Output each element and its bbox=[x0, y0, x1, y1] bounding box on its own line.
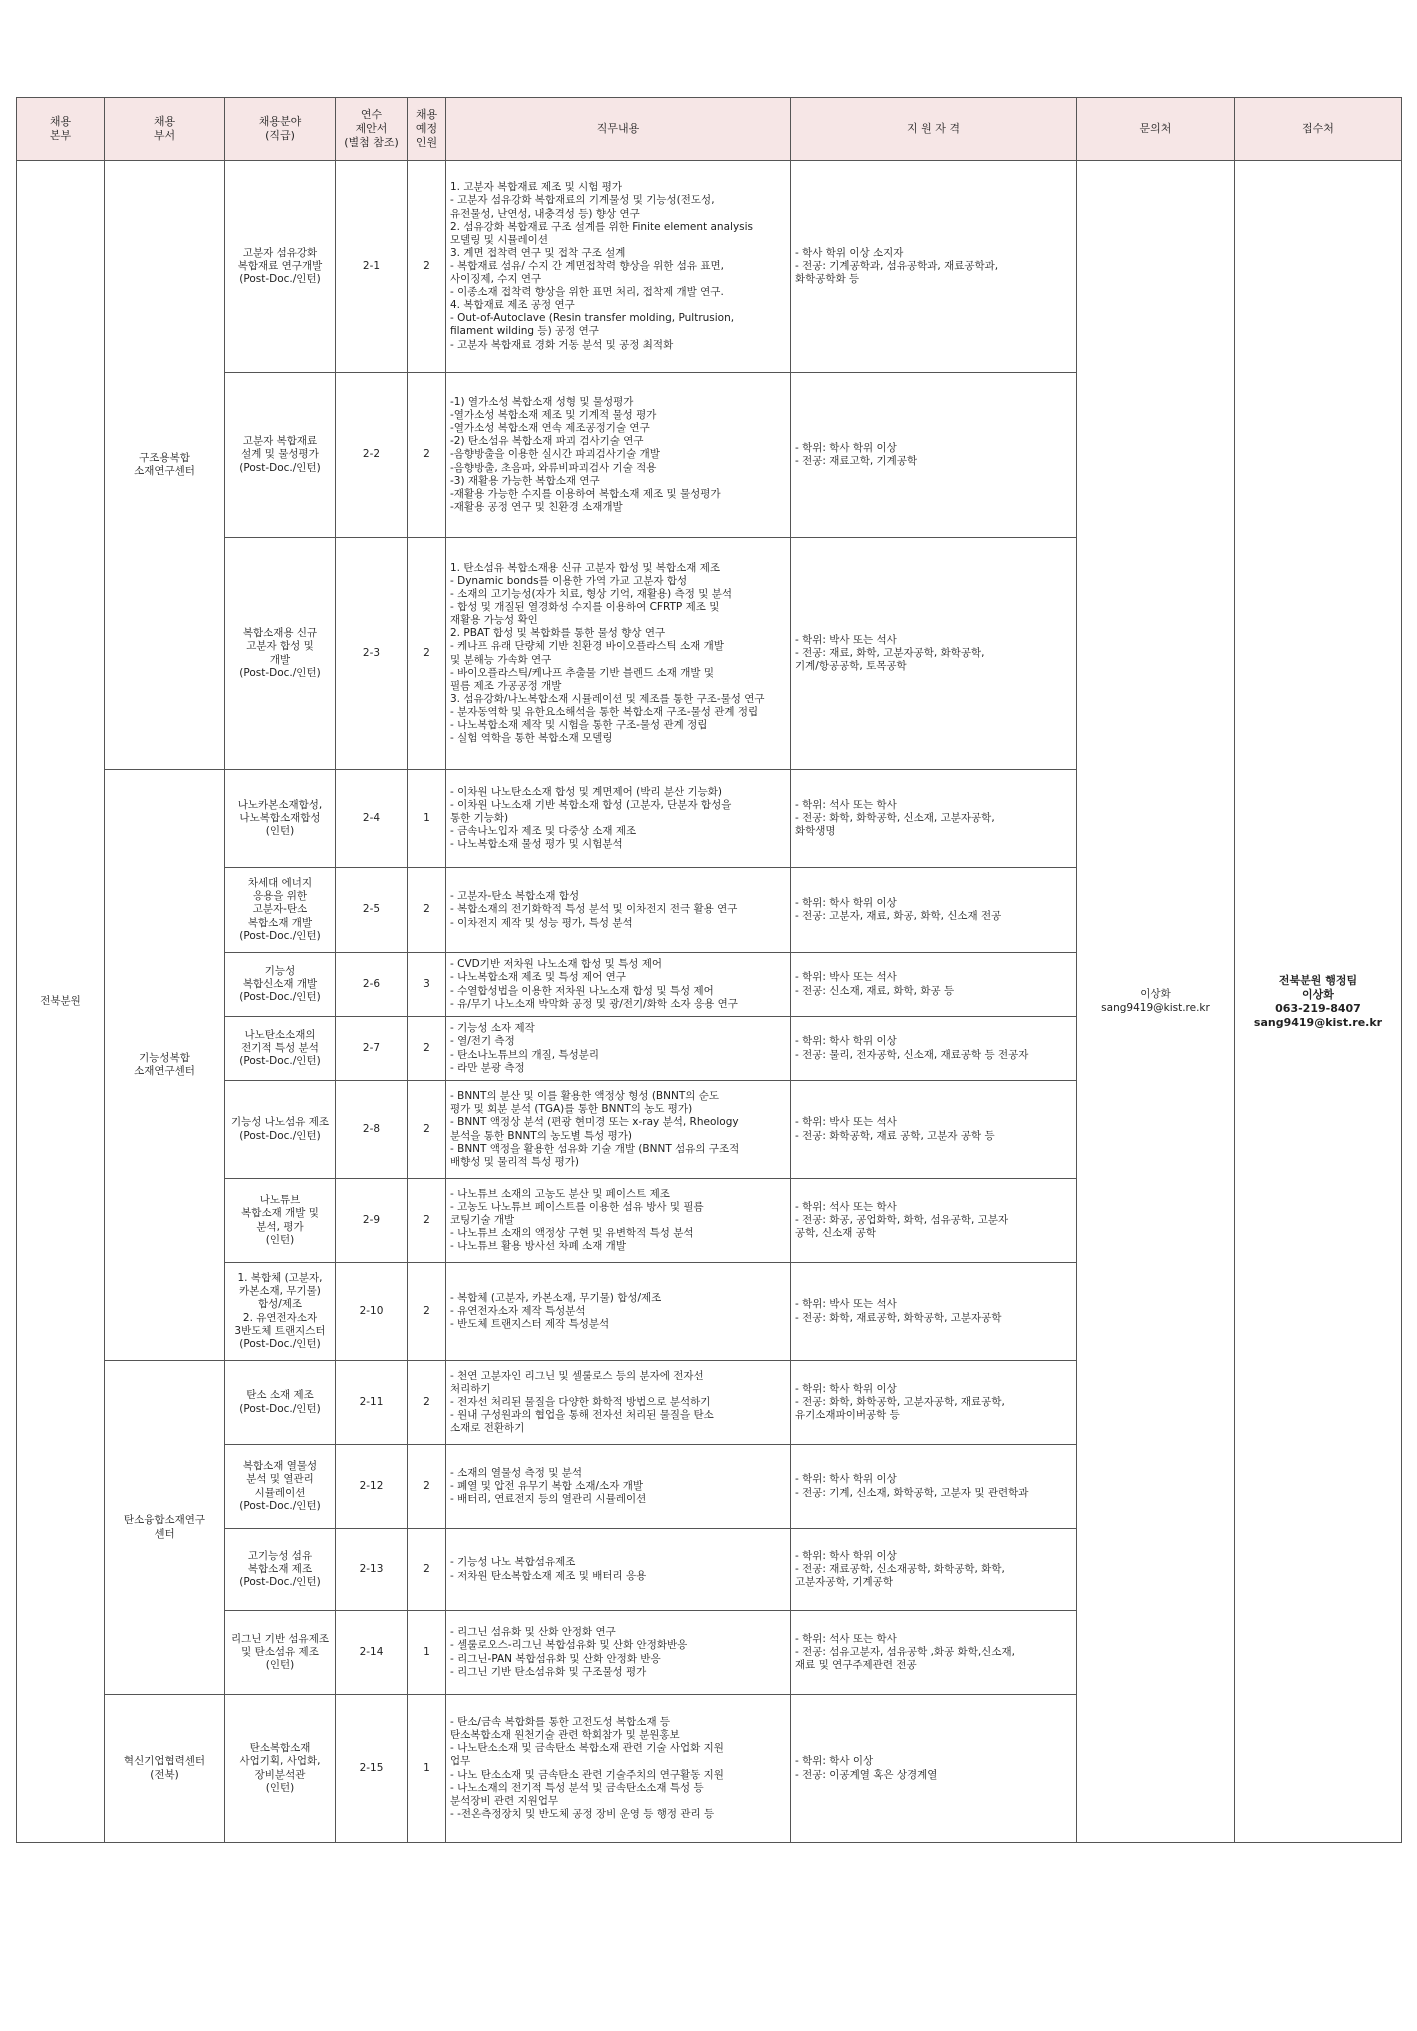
code-cell: 2-3 bbox=[336, 538, 408, 770]
field-cell: 기능성 복합신소재 개발 (Post-Doc./인턴) bbox=[225, 953, 336, 1017]
count-cell: 1 bbox=[408, 1695, 446, 1843]
count-cell: 2 bbox=[408, 1361, 446, 1445]
count-cell: 2 bbox=[408, 538, 446, 770]
qualification-cell: - 학위: 학사 학위 이상 - 전공: 기계, 신소재, 화학공학, 고분자 및 관련학과 bbox=[791, 1445, 1077, 1529]
qualification-cell: - 학위: 석사 또는 학사 - 전공: 화공, 공업화학, 화학, 섬유공학, 고분자 공학, 신소재 공학 bbox=[791, 1179, 1077, 1263]
duty-cell: - BNNT의 분산 및 이를 활용한 액정상 형성 (BNNT의 순도 평가 및 회분 분석 (TGA)를 통한 BNNT의 농도 평가) - BNNT 액정상 분석 (편광 현미경 또는 x-ray 분석, Rheology 분석을 통한 BNNT의 농도별 특성 평가) - BNNT 액정을 활용한 섬유화 기술 개발 (BNNT 섬유의 구조적 배향성 및 물리적 특성 평가) bbox=[446, 1081, 791, 1179]
code-cell: 2-13 bbox=[336, 1529, 408, 1611]
duty-cell: - 복합체 (고분자, 카본소재, 무기물) 합성/제조 - 유연전자소자 제작 특성분석 - 반도체 트랜지스터 제작 특성분석 bbox=[446, 1263, 791, 1361]
field-cell: 복합소재 열물성 분석 및 열관리 시뮬레이션 (Post-Doc./인턴) bbox=[225, 1445, 336, 1529]
count-cell: 2 bbox=[408, 161, 446, 373]
field-cell: 차세대 에너지 응용을 위한 고분자-탄소 복합소재 개발 (Post-Doc./인턴) bbox=[225, 868, 336, 953]
field-cell: 고기능성 섬유 복합소재 제조 (Post-Doc./인턴) bbox=[225, 1529, 336, 1611]
qualification-cell: - 학위: 학사 이상 - 전공: 이공계열 혹은 상경계열 bbox=[791, 1695, 1077, 1843]
code-cell: 2-14 bbox=[336, 1611, 408, 1695]
field-cell: 탄소복합소재 사업기획, 사업화, 장비분석관 (인턴) bbox=[225, 1695, 336, 1843]
duty-cell: - 나노튜브 소재의 고농도 분산 및 페이스트 제조 - 고농도 나노튜브 페이스트를 이용한 섬유 방사 및 필름 코팅기술 개발 - 나노튜브 소재의 액정상 구현 및 유변학적 특성 분석 - 나노튜브 활용 방사선 차폐 소재 개발 bbox=[446, 1179, 791, 1263]
code-cell: 2-2 bbox=[336, 373, 408, 538]
qualification-cell: - 학위: 박사 또는 석사 - 전공: 화학공학, 재료 공학, 고분자 공학 등 bbox=[791, 1081, 1077, 1179]
duty-cell: - 탄소/금속 복합화를 통한 고전도성 복합소재 등 탄소복합소재 원천기술 관련 학회참가 및 분원홍보 - 나노탄소소재 및 금속탄소 복합소재 관련 기술 사업화 지원 업무 - 나노 탄소소재 및 금속탄소 관련 기술주치의 연구활동 지원 - 나노소재의 전기적 특성 분석 및 금속탄소소재 특성 등 분석장비 관련 지원업무 - -전온측정장치 및 반도체 공정 장비 운영 등 행정 관리 등 bbox=[446, 1695, 791, 1843]
code-cell: 2-5 bbox=[336, 868, 408, 953]
field-cell: 탄소 소재 제조 (Post-Doc./인턴) bbox=[225, 1361, 336, 1445]
qualification-cell: - 학위: 석사 또는 학사 - 전공: 화학, 화학공학, 신소재, 고분자공학, 화학생명 bbox=[791, 770, 1077, 868]
count-cell: 2 bbox=[408, 1529, 446, 1611]
field-cell: 고분자 섬유강화 복합재료 연구개발 (Post-Doc./인턴) bbox=[225, 161, 336, 373]
qualification-cell: - 학위: 학사 학위 이상 - 전공: 고분자, 재료, 화공, 화학, 신소재 전공 bbox=[791, 868, 1077, 953]
duty-cell: - 천연 고분자인 리그닌 및 셀룰로스 등의 분자에 전자선 처리하기 - 전자선 처리된 물질을 다양한 화학적 방법으로 분석하기 - 원내 구성원과의 협업을 통해 전자선 처리된 물질을 탄소 소재로 전환하기 bbox=[446, 1361, 791, 1445]
header-contact: 문의처 bbox=[1077, 98, 1235, 161]
field-cell: 기능성 나노섬유 제조 (Post-Doc./인턴) bbox=[225, 1081, 336, 1179]
code-cell: 2-10 bbox=[336, 1263, 408, 1361]
field-cell: 나노카본소재합성, 나노복합소재합성 (인턴) bbox=[225, 770, 336, 868]
count-cell: 2 bbox=[408, 1081, 446, 1179]
qualification-cell: - 학위: 학사 학위 이상 - 전공: 화학, 화학공학, 고분자공학, 재료공학, 유기소재파이버공학 등 bbox=[791, 1361, 1077, 1445]
table-row bbox=[17, 161, 1402, 373]
count-cell: 2 bbox=[408, 1179, 446, 1263]
qualification-cell: - 학위: 박사 또는 석사 - 전공: 화학, 재료공학, 화학공학, 고분자공학 bbox=[791, 1263, 1077, 1361]
code-cell: 2-15 bbox=[336, 1695, 408, 1843]
qualification-cell: - 학위: 박사 또는 석사 - 전공: 재료, 화학, 고분자공학, 화학공학, 기계/항공공학, 토목공학 bbox=[791, 538, 1077, 770]
header-proposal: 연수 제안서 (별첨 참조) bbox=[336, 98, 408, 161]
header-count: 채용 예정 인원 bbox=[408, 98, 446, 161]
reception-cell: 전북분원 행정팀 이상화 063-219-8407 sang9419@kist.re.kr bbox=[1235, 161, 1402, 1843]
count-cell: 2 bbox=[408, 373, 446, 538]
qualification-cell: - 학위: 학사 학위 이상 - 전공: 재료공학, 신소재공학, 화학공학, 화학, 고분자공학, 기계공학 bbox=[791, 1529, 1077, 1611]
header-duty: 직무내용 bbox=[446, 98, 791, 161]
recruitment-sheet bbox=[16, 97, 1401, 1843]
header-department: 채용 부서 bbox=[105, 98, 225, 161]
code-cell: 2-7 bbox=[336, 1017, 408, 1081]
count-cell: 2 bbox=[408, 1017, 446, 1081]
field-cell: 1. 복합체 (고분자, 카본소재, 무기물) 합성/제조 2. 유연전자소자 3반도체 트랜지스터 (Post-Doc./인턴) bbox=[225, 1263, 336, 1361]
field-cell: 리그닌 기반 섬유제조 및 탄소섬유 제조 (인턴) bbox=[225, 1611, 336, 1695]
code-cell: 2-6 bbox=[336, 953, 408, 1017]
department-cell: 구조용복합 소재연구센터 bbox=[105, 161, 225, 770]
department-cell: 기능성복합 소재연구센터 bbox=[105, 770, 225, 1361]
department-cell: 탄소융합소재연구 센터 bbox=[105, 1361, 225, 1695]
header-row bbox=[17, 98, 1402, 161]
header-qualification: 지 원 자 격 bbox=[791, 98, 1077, 161]
field-cell: 나노탄소소재의 전기적 특성 분석 (Post-Doc./인턴) bbox=[225, 1017, 336, 1081]
code-cell: 2-12 bbox=[336, 1445, 408, 1529]
duty-cell: -1) 열가소성 복합소재 성형 및 물성평가 -열가소성 복합소재 제조 및 기계적 물성 평가 -열가소성 복합소재 연속 제조공정기술 연구 -2) 탄소섬유 복합소재 파괴 검사기술 연구 -음향방출을 이용한 실시간 파괴검사기술 개발 -음향방출, 초음파, 와류비파괴검사 기술 적용 -3) 재활용 가능한 복합소재 연구 -재활용 가능한 수지를 이용하여 복합소재 제조 및 물성평가 -재활용 공정 연구 및 친환경 소재개발 bbox=[446, 373, 791, 538]
code-cell: 2-11 bbox=[336, 1361, 408, 1445]
duty-cell: - 기능성 나노 복합섬유제조 - 저차원 탄소복합소재 제조 및 배터리 응용 bbox=[446, 1529, 791, 1611]
duty-cell: 1. 고분자 복합재료 제조 및 시험 평가 - 고분자 섬유강화 복합재료의 기계물성 및 기능성(전도성, 유전물성, 난연성, 내충격성 등) 향상 연구 2. 섬유강화 복합재료 구조 설계를 위한 Finite element analysis 모델링 및 시뮬레이션 3. 계면 접착력 연구 및 접착 구조 설계 - 복합재료 섬유/ 수지 간 계면접착력 향상을 위한 섬유 표면, 사이징제, 수지 연구 - 이종소재 접착력 향상을 위한 표면 처리, 접착제 개발 연구. 4. 복합재료 제조 공정 연구 - Out-of-Autoclave (Resin transfer molding, Pultrusion, filament wilding 등) 공정 연구 - 고분자 복합재료 경화 거동 분석 및 공정 최적화 bbox=[446, 161, 791, 373]
qualification-cell: - 학사 학위 이상 소지자 - 전공: 기계공학과, 섬유공학과, 재료공학과, 화학공학화 등 bbox=[791, 161, 1077, 373]
duty-cell: - CVD기반 저차원 나노소재 합성 및 특성 제어 - 나노복합소재 제조 및 특성 제어 연구 - 수열합성법을 이용한 저차원 나노소재 합성 및 특성 제어 - 유/무기 나노소재 박막화 공정 및 광/전기/화학 소자 응용 연구 bbox=[446, 953, 791, 1017]
recruitment-table bbox=[16, 97, 1402, 1843]
department-cell: 혁신기업협력센터 (전북) bbox=[105, 1695, 225, 1843]
count-cell: 1 bbox=[408, 770, 446, 868]
header-reception: 접수처 bbox=[1235, 98, 1402, 161]
qualification-cell: - 학위: 석사 또는 학사 - 전공: 섬유고분자, 섬유공학 ,화공 화학,신소재, 재료 및 연구주제관련 전공 bbox=[791, 1611, 1077, 1695]
code-cell: 2-4 bbox=[336, 770, 408, 868]
count-cell: 2 bbox=[408, 1445, 446, 1529]
division-cell: 전북분원 bbox=[17, 161, 105, 1843]
duty-cell: - 이차원 나노탄소소재 합성 및 계면제어 (박리 분산 기능화) - 이차원 나노소재 기반 복합소재 합성 (고분자, 단분자 합성을 통한 기능화) - 금속나노입자 제조 및 다중상 소재 제조 - 나노복합소재 물성 평가 및 시험분석 bbox=[446, 770, 791, 868]
duty-cell: - 소재의 열물성 측정 및 분석 - 폐열 및 압전 유무기 복합 소재/소자 개발 - 배터리, 연료전지 등의 열관리 시뮬레이션 bbox=[446, 1445, 791, 1529]
duty-cell: - 고분자-탄소 복합소재 합성 - 복합소재의 전기화학적 특성 분석 및 이차전지 전극 활용 연구 - 이차전지 제작 및 성능 평가, 특성 분석 bbox=[446, 868, 791, 953]
duty-cell: 1. 탄소섬유 복합소재용 신규 고분자 합성 및 복합소재 제조 - Dynamic bonds를 이용한 가역 가교 고분자 합성 - 소재의 고기능성(자가 치료, 형상 기억, 재활용) 측정 및 분석 - 합성 및 개질된 열경화성 수지를 이용하여 CFRTP 제조 및 재활용 가능성 확인 2. PBAT 합성 및 복합화를 통한 물성 향상 연구 - 케나프 유래 단량체 기반 친환경 바이오플라스틱 소재 개발 및 분해능 가속화 연구 - 바이오플라스틱/케나프 추출물 기반 블렌드 소재 개발 및 필름 제조 가공공정 개발 3. 섬유강화/나노복합소재 시뮬레이션 및 제조를 통한 구조-물성 연구 - 분자동역학 및 유한요소해석을 통한 복합소재 구조-물성 관계 정립 - 나노복합소재 제작 및 시험을 통한 구조-물성 관계 정립 - 실험 역학을 통한 복합소재 모델링 bbox=[446, 538, 791, 770]
contact-cell: 이상화 sang9419@kist.re.kr bbox=[1077, 161, 1235, 1843]
field-cell: 고분자 복합재료 설계 및 물성평가 (Post-Doc./인턴) bbox=[225, 373, 336, 538]
count-cell: 2 bbox=[408, 868, 446, 953]
qualification-cell: - 학위: 학사 학위 이상 - 전공: 물리, 전자공학, 신소재, 재료공학 등 전공자 bbox=[791, 1017, 1077, 1081]
count-cell: 1 bbox=[408, 1611, 446, 1695]
code-cell: 2-9 bbox=[336, 1179, 408, 1263]
code-cell: 2-8 bbox=[336, 1081, 408, 1179]
header-field: 채용분야 (직급) bbox=[225, 98, 336, 161]
qualification-cell: - 학위: 박사 또는 석사 - 전공: 신소재, 재료, 화학, 화공 등 bbox=[791, 953, 1077, 1017]
qualification-cell: - 학위: 학사 학위 이상 - 전공: 재료고학, 기계공학 bbox=[791, 373, 1077, 538]
count-cell: 2 bbox=[408, 1263, 446, 1361]
duty-cell: - 기능성 소자 제작 - 열/전기 측정 - 탄소나노튜브의 개질, 특성분리 - 라만 분광 측정 bbox=[446, 1017, 791, 1081]
count-cell: 3 bbox=[408, 953, 446, 1017]
field-cell: 복합소재용 신규 고분자 합성 및 개발 (Post-Doc./인턴) bbox=[225, 538, 336, 770]
field-cell: 나노튜브 복합소재 개발 및 분석, 평가 (인턴) bbox=[225, 1179, 336, 1263]
duty-cell: - 리그닌 섬유화 및 산화 안정화 연구 - 셀룰로오스-리그닌 복합섬유화 및 산화 안정화반응 - 리그닌-PAN 복합섬유화 및 산화 안정화 반응 - 리그닌 기반 탄소섬유화 및 구조물성 평가 bbox=[446, 1611, 791, 1695]
code-cell: 2-1 bbox=[336, 161, 408, 373]
header-division: 채용 본부 bbox=[17, 98, 105, 161]
